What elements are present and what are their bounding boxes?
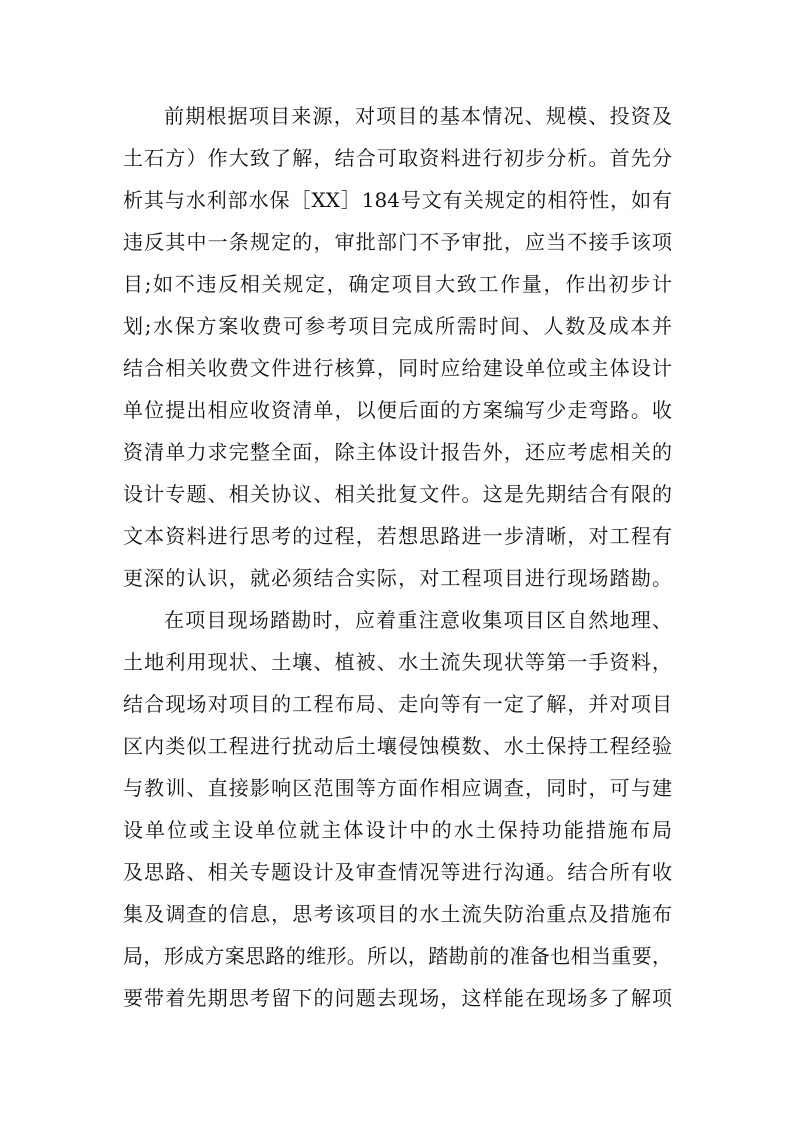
paragraph-1-line-10: 设计专题、相关协议、相关批复文件。这是先期结合有限的 — [123, 482, 672, 506]
paragraph-1-line-8: 单位提出相应收资清单，以便后面的方案编写少走弯路。收 — [123, 398, 672, 422]
paragraph-1-line-6: 划;水保方案收费可参考项目完成所需时间、人数及成本并 — [123, 314, 672, 338]
paragraph-1-line-4: 违反其中一条规定的，审批部门不予审批，应当不接手该项 — [123, 230, 672, 254]
paragraph-2-line-5: 与教训、直接影响区范围等方面作相应调查，同时，可与建 — [123, 776, 672, 800]
paragraph-2-line-9: 局，形成方案思路的维形。所以，踏勘前的准备也相当重要， — [123, 944, 672, 968]
paragraph-2-line-7: 及思路、相关专题设计及审查情况等进行沟通。结合所有收 — [123, 860, 672, 884]
paragraph-1-line-9: 资清单力求完整全面，除主体设计报告外，还应考虑相关的 — [123, 440, 672, 464]
paragraph-1-line-11: 文本资料进行思考的过程，若想思路进一步清晰，对工程有 — [123, 524, 672, 548]
paragraph-1-line-5: 目;如不违反相关规定，确定项目大致工作量，作出初步计 — [123, 272, 672, 296]
paragraph-2-line-10: 要带着先期思考留下的问题去现场，这样能在现场多了解项 — [123, 986, 672, 1010]
paragraph-2-line-4: 区内类似工程进行扰动后土壤侵蚀模数、水土保持工程经验 — [123, 734, 672, 758]
paragraph-1-line-2: 土石方）作大致了解，结合可取资料进行初步分析。首先分 — [123, 146, 672, 170]
paragraph-2-line-8: 集及调查的信息，思考该项目的水土流失防治重点及措施布 — [123, 902, 672, 926]
paragraph-2-line-3: 结合现场对项目的工程布局、走向等有一定了解，并对项目 — [123, 692, 672, 716]
paragraph-2-line-1: 在项目现场踏勘时，应着重注意收集项目区自然地理、 — [164, 608, 672, 632]
paragraph-2-line-6: 设单位或主设单位就主体设计中的水土保持功能措施布局 — [123, 818, 672, 842]
paragraph-1-line-3: 析其与水利部水保［XX］184号文有关规定的相符性，如有 — [123, 188, 672, 212]
paragraph-2-line-2: 土地利用现状、土壤、植被、水土流失现状等第一手资料， — [123, 650, 672, 674]
paragraph-1-line-7: 结合相关收费文件进行核算，同时应给建设单位或主体设计 — [123, 356, 672, 380]
paragraph-1-line-12: 更深的认识，就必须结合实际，对工程项目进行现场踏勘。 — [123, 566, 672, 590]
paragraph-1-line-1: 前期根据项目来源，对项目的基本情况、规模、投资及 — [164, 104, 672, 128]
